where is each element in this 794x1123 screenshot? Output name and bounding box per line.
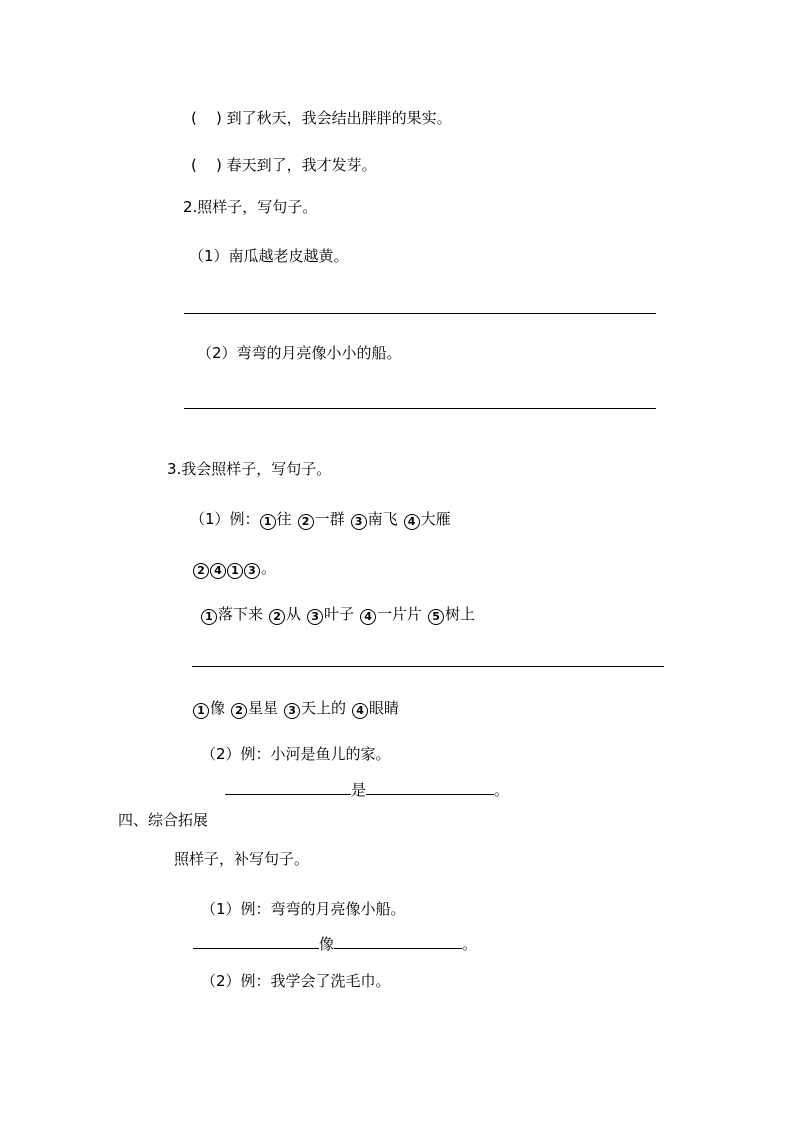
word-text: 一群 [314, 510, 345, 528]
circled-number: 3 [244, 563, 260, 579]
item-number: （2） [197, 344, 237, 362]
bracket-item-1 [191, 108, 452, 128]
circled-number: 1 [227, 563, 243, 579]
example-label: （1）例： [190, 510, 260, 528]
circled-number: 4 [404, 514, 420, 530]
word-text: 往 [276, 510, 292, 528]
q2-item-1 [189, 246, 349, 266]
sentence-end: 。 [494, 781, 510, 799]
bracket-open: ( [191, 109, 197, 127]
q3-word-set-a [201, 604, 481, 625]
word-option [298, 510, 345, 528]
section-instruction: 照样子，补写句子。 [174, 850, 310, 868]
bracket-close: ) [215, 109, 222, 127]
fill-blank[interactable] [334, 934, 462, 949]
word-text: 南飞 [367, 510, 398, 528]
fill-word: 像 [319, 935, 335, 953]
fill-blank[interactable] [193, 934, 319, 949]
word-text: 像 [210, 699, 226, 717]
answer-line [184, 408, 656, 409]
word-option [404, 510, 451, 528]
q2-title: 2.照样子，写句子。 [183, 198, 318, 216]
word-option [201, 605, 263, 623]
circled-number: 3 [351, 514, 367, 530]
word-text: 一片片 [377, 605, 423, 623]
bracket-close: ) [215, 156, 222, 174]
word-option [360, 605, 422, 623]
q2-item-2 [197, 343, 402, 363]
section4-example-2: （2）例：我学会了洗毛巾。 [201, 972, 391, 990]
circled-number: 1 [193, 703, 209, 719]
circled-number: 4 [360, 609, 376, 625]
circled-number: 5 [428, 609, 444, 625]
q3-title: 3.我会照样子，写句子。 [167, 460, 332, 478]
q3-word-set-b [193, 698, 405, 719]
word-text: 从 [286, 605, 302, 623]
q3-example-2: （2）例：小河是鱼儿的家。 [201, 745, 391, 763]
word-option [231, 699, 278, 717]
bracket-item-text: 春天到了，我才发芽。 [226, 156, 377, 174]
circled-number: 2 [193, 563, 209, 579]
item-number: （1） [189, 247, 229, 265]
q3-fill-sentence [225, 780, 509, 800]
word-text: 叶子 [324, 605, 355, 623]
q3-example-1 [190, 509, 457, 530]
word-option [260, 510, 292, 528]
word-option [428, 605, 475, 623]
section4-fill-sentence [193, 934, 477, 954]
fill-blank[interactable] [225, 780, 351, 795]
word-option [351, 510, 398, 528]
circled-number: 3 [307, 609, 323, 625]
circled-number: 3 [284, 703, 300, 719]
circled-number: 2 [231, 703, 247, 719]
circled-number: 2 [269, 609, 285, 625]
answer-line [184, 313, 656, 314]
section4-example-1: （1）例：弯弯的月亮像小船。 [201, 900, 406, 918]
fill-word: 是 [351, 781, 367, 799]
word-text: 树上 [445, 605, 476, 623]
circled-number: 1 [260, 514, 276, 530]
item-text: 南瓜越老皮越黄。 [228, 247, 349, 265]
word-option [284, 699, 346, 717]
bracket-open: ( [191, 156, 197, 174]
answer-line [192, 666, 664, 667]
word-option [307, 605, 354, 623]
circled-number: 2 [298, 514, 314, 530]
item-text: 弯弯的月亮像小小的船。 [236, 344, 402, 362]
word-text: 星星 [248, 699, 279, 717]
word-option [352, 699, 399, 717]
bracket-item-text: 到了秋天，我会结出胖胖的果实。 [226, 109, 452, 127]
word-text: 眼睛 [369, 699, 400, 717]
circled-number: 4 [352, 703, 368, 719]
circled-number: 4 [210, 563, 226, 579]
word-text: 大雁 [420, 510, 451, 528]
fill-blank[interactable] [366, 780, 494, 795]
word-text: 落下来 [218, 605, 264, 623]
bracket-item-2 [191, 155, 377, 175]
sentence-end: 。 [462, 935, 478, 953]
circled-number: 1 [201, 609, 217, 625]
q3-example-answer [193, 558, 276, 579]
word-text: 天上的 [301, 699, 347, 717]
sentence-end: 。 [261, 559, 277, 577]
word-option [269, 605, 301, 623]
word-option [193, 699, 225, 717]
section-heading: 四、综合拓展 [118, 811, 209, 829]
